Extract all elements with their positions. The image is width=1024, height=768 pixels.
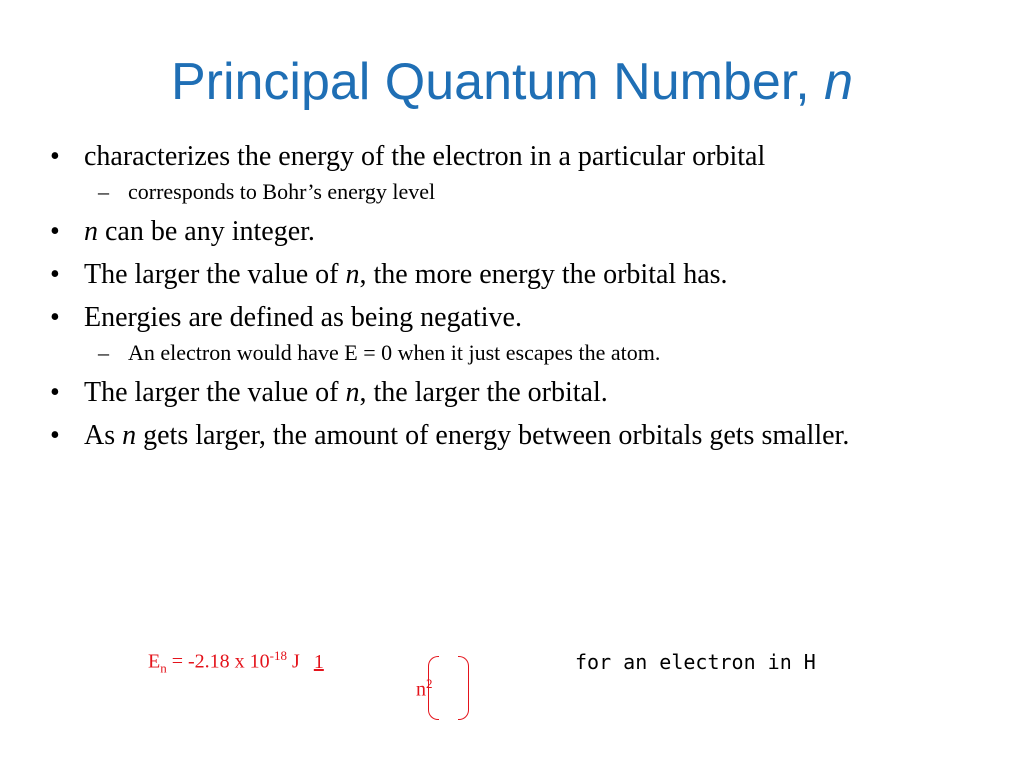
bullet-text: gets larger, the amount of energy between orbitals gets smaller. xyxy=(136,420,850,451)
energy-formula xyxy=(148,648,324,677)
formula-equals: = -2.18 x 10 xyxy=(166,650,270,673)
bullet-item xyxy=(44,258,944,291)
variable-n: n xyxy=(345,377,360,408)
slide-title xyxy=(0,54,1024,111)
formula-exponent: -18 xyxy=(269,648,288,663)
title-text: Principal Quantum Number, xyxy=(170,53,825,111)
formula-note: for an electron in H xyxy=(575,650,816,674)
bullet-item xyxy=(44,376,944,409)
formula-E: E xyxy=(148,650,161,673)
sub-bullet-item: – corresponds to Bohr’s energy level xyxy=(44,179,944,205)
bullet-text: can be any integer. xyxy=(98,216,315,247)
bullet-item xyxy=(44,215,944,248)
variable-n: n xyxy=(345,259,360,290)
bullet-text: , the more energy the orbital has. xyxy=(359,259,728,290)
bullet-text: As xyxy=(84,420,123,451)
title-variable: n xyxy=(824,53,854,111)
bullet-item: • characterizes the energy of the electron in a particular orbital xyxy=(44,140,944,173)
bullet-list xyxy=(44,140,944,452)
variable-n: n xyxy=(122,420,137,451)
formula-unit: J xyxy=(287,650,300,673)
bullet-text: , the larger the orbital. xyxy=(359,377,608,408)
bullet-item xyxy=(44,419,944,452)
formula-denominator xyxy=(416,676,433,702)
denominator-exponent: 2 xyxy=(426,676,433,691)
bullet-text: The larger the value of xyxy=(84,377,346,408)
right-bracket xyxy=(458,656,469,720)
sub-bullet-item: – An electron would have E = 0 when it just escapes the atom. xyxy=(44,340,944,366)
formula-subscript: n xyxy=(160,660,167,676)
formula-numerator: 1 xyxy=(313,650,324,673)
bullet-item: • Energies are defined as being negative. xyxy=(44,301,944,334)
variable-n: n xyxy=(84,216,98,247)
bullet-text: The larger the value of xyxy=(84,259,346,290)
denominator-n: n xyxy=(416,678,426,701)
